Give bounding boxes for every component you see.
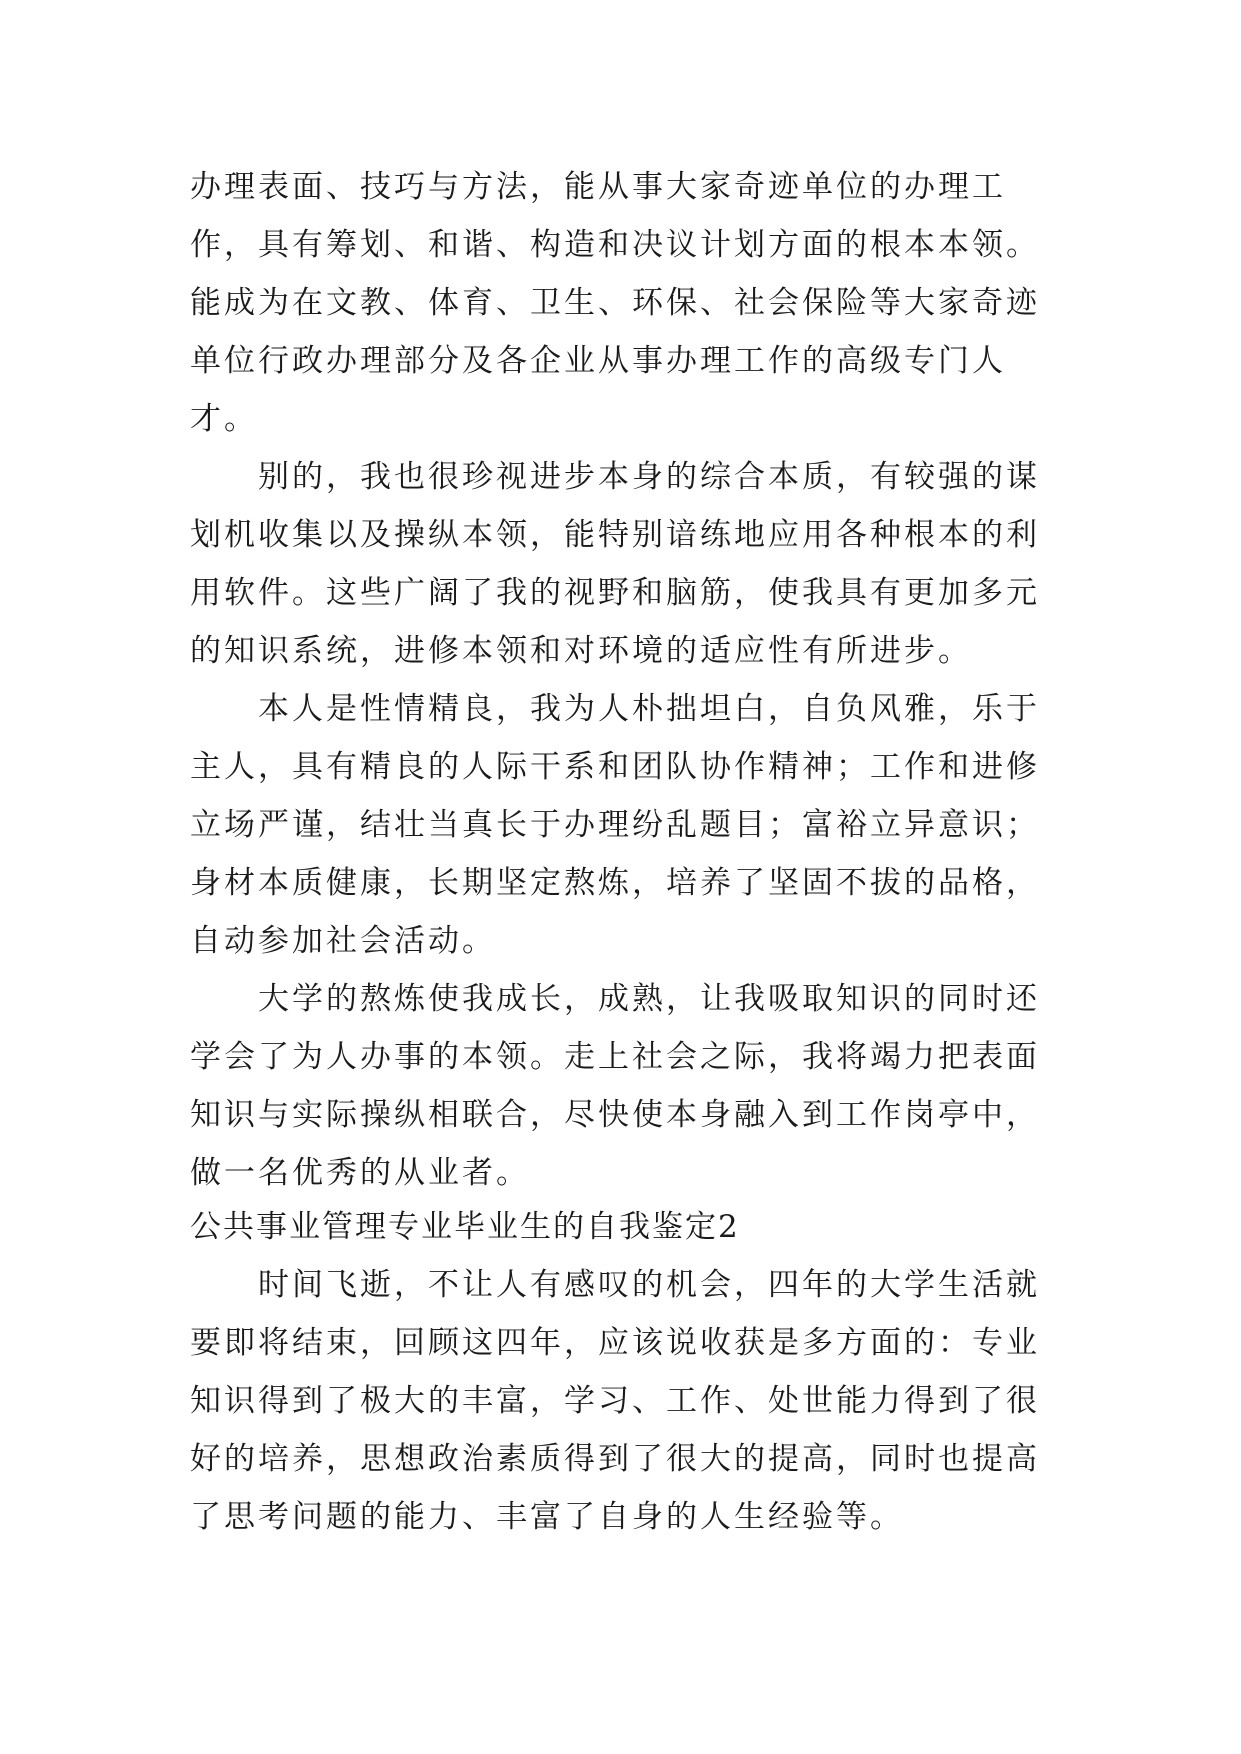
section-1-body: [190, 158, 1070, 1202]
paragraph-3: 本人是性情精良，我为人朴拙坦白，自负风雅，乐于主人，具有精良的人际干系和团队协作精神；工作和进修立场严谨，结壮当真长于办理纷乱题目；富裕立异意识；身材本质健康，长期坚定熬炼，培养了坚固不拔的品格，自动参加社会活动。: [190, 691, 1040, 959]
section-2-heading: 公共事业管理专业毕业生的自我鉴定2: [190, 1209, 740, 1245]
paragraph-2: 别的，我也很珍视进步本身的综合本质，有较强的谋划机收集以及操纵本领，能特别谙练地应用各种根本的利用软件。这些广阔了我的视野和脑筋，使我具有更加多元的知识系统，进修本领和对环境的适应性有所进步。: [190, 459, 1040, 669]
paragraph-5: 时间飞逝，不让人有感叹的机会，四年的大学生活就要即将结束，回顾这四年，应该说收获是多方面的：专业知识得到了极大的丰富，学习、工作、处世能力得到了很好的培养，思想政治素质得到了很大的提高，同时也提高了思考问题的能力、丰富了自身的人生经验等。: [190, 1267, 1040, 1535]
paragraph-1: 办理表面、技巧与方法，能从事大家奇迹单位的办理工作，具有筹划、和谐、构造和决议计划方面的根本本领。能成为在文教、体育、卫生、环保、社会保险等大家奇迹单位行政办理部分及各企业从事办理工作的高级专门人才。: [190, 169, 1040, 437]
paragraph-4: 大学的熬炼使我成长，成熟，让我吸取知识的同时还学会了为人办事的本领。走上社会之际，我将竭力把表面知识与实际操纵相联合，尽快使本身融入到工作岗亭中，做一名优秀的从业者。: [190, 981, 1040, 1191]
section-2-body: [190, 1256, 1070, 1546]
